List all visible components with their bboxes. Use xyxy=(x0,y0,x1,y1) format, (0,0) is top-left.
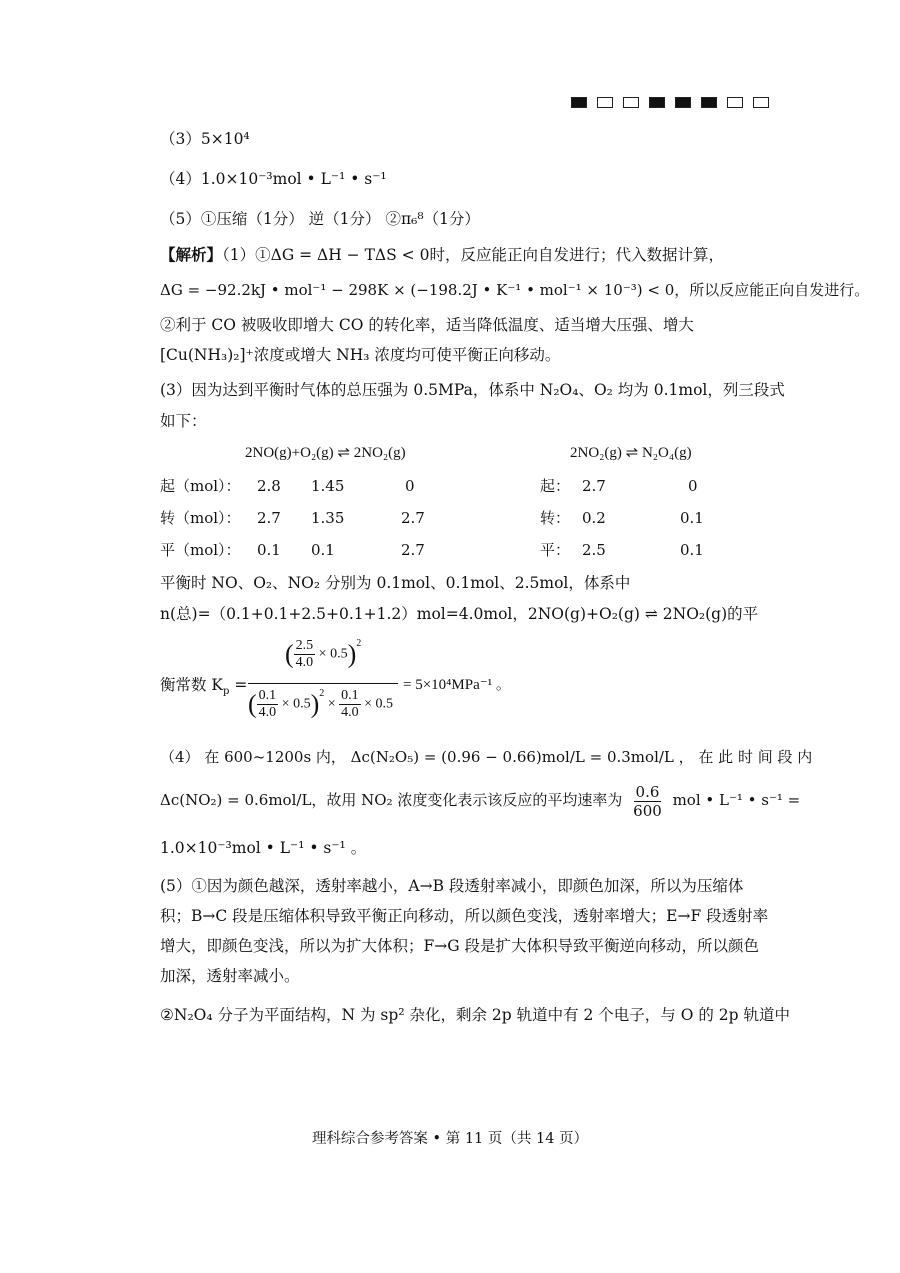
cell-value: 2.7 xyxy=(257,509,281,527)
analysis-p2a: ②利于 CO 被吸收即增大 CO 的转化率，适当降低温度、适当增大压强、增大 xyxy=(160,316,694,334)
row-label: 平（mol）： xyxy=(160,541,241,559)
frac-num: 0.1 xyxy=(341,688,359,703)
cell-value: 1.45 xyxy=(311,477,345,495)
analysis-p5c: 1.0×10⁻³mol • L⁻¹ • s⁻¹ 。 xyxy=(160,839,367,857)
cell-value: 0.1 xyxy=(311,541,335,559)
marker-block xyxy=(597,97,613,108)
cell-value: 0.1 xyxy=(680,541,704,559)
frac-num: 0.6 xyxy=(635,782,660,801)
page-marker-strip xyxy=(571,97,769,108)
analysis-p7: ②N₂O₄ 分子为平面结构，N 为 sp² 杂化，剩余 2p 轨道中有 2 个电子，与 O 的 2p 轨道中 xyxy=(160,1006,791,1024)
cell-value: 2.7 xyxy=(401,509,425,527)
answer-4: （4）1.0×10⁻³mol • L⁻¹ • s⁻¹ xyxy=(160,170,387,188)
analysis-p1a xyxy=(160,244,724,266)
cell-value: 2.7 xyxy=(582,477,606,495)
cell-value: 2.8 xyxy=(257,477,281,495)
kp-subscript: p xyxy=(223,686,230,698)
analysis-p6: (5）①因为颜色越深，透射率越小，A→B 段透射率减小，即颜色加深，所以为压缩体积；B→C 段是压缩体积导致平衡正向移动，所以颜色变浅，透射率增大；E→F 段透射率增大，即颜色变浅，所以为扩大体积；F→G 段是扩大体积导致平衡逆向移动，所以颜色加深，透射率减小。 xyxy=(160,877,769,985)
cell-value: 2.7 xyxy=(401,541,425,559)
marker-block xyxy=(649,97,665,108)
row-label: 平： xyxy=(540,541,571,559)
answer-3: （3）5×10⁴ xyxy=(160,130,250,148)
kp-numerator: ( $\frac{2.5}{4.0}$ × 0.5)$^2$ xyxy=(285,638,362,670)
cell-value: 1.35 xyxy=(311,509,345,527)
marker-block xyxy=(727,97,743,108)
kp-fraction xyxy=(248,638,398,728)
cell-value: 0 xyxy=(405,477,415,495)
marker-block xyxy=(675,97,691,108)
kp-result: = 5×10⁴MPa⁻¹ 。 xyxy=(403,677,511,693)
kp-prefix: 衡常数 K xyxy=(160,676,224,694)
analysis-p1a-text: （1）①ΔG = ΔH − TΔS < 0时，反应能正向自发进行；代入数据计算， xyxy=(222,246,724,264)
kp-denominator: ( $\frac{0.1}{4.0}$ × 0.5)$^2$ × $\frac{0.1}{4.0}$ × 0.5 xyxy=(248,688,394,720)
kp-label: 衡常数 $K_p$ = xyxy=(160,676,248,698)
frac-den: 600 xyxy=(633,801,662,820)
analysis-p3b: 如下： xyxy=(160,412,207,430)
frac-den: 4.0 xyxy=(341,705,359,720)
cell-value: 0.2 xyxy=(582,509,606,527)
row-label: 转（mol）： xyxy=(160,509,241,527)
analysis-p2b: [Cu(NH₃)₂]⁺浓度或增大 NH₃ 浓度均可使平衡正向移动。 xyxy=(160,346,561,364)
cell-value: 0.1 xyxy=(257,541,281,559)
marker-block xyxy=(701,97,717,108)
marker-block xyxy=(753,97,769,108)
cell-value: 0.1 xyxy=(680,509,704,527)
answer-5: （5）①压缩（1分） 逆（1分） ②π₆⁸（1分） xyxy=(160,210,480,228)
analysis-p4a: 平衡时 NO、O₂、NO₂ 分别为 0.1mol、0.1mol、2.5mol，体系中 xyxy=(160,574,631,592)
row-label: 起（mol）： xyxy=(160,477,241,495)
frac-den: 4.0 xyxy=(258,705,277,720)
cell-value: 2.5 xyxy=(582,541,606,559)
kp-main-bar xyxy=(248,683,398,684)
p5b-unit: mol • L⁻¹ • s⁻¹ = xyxy=(672,791,801,809)
equation-left: 2NO(g)+O₂(g) ⇌ 2NO₂(g) xyxy=(245,445,406,461)
analysis-label: 【解析】 xyxy=(160,245,223,264)
analysis-p5b xyxy=(160,780,800,820)
analysis-p4b: n(总)=（0.1+0.1+2.5+0.1+1.2）mol=4.0mol，2NO(g)+O₂(g) ⇌ 2NO₂(g)的平 xyxy=(160,605,759,623)
frac-num: 0.1 xyxy=(258,688,277,703)
analysis-p5a: （4） 在 600~1200s 内， Δc(N₂O₅) = (0.96 − 0.66)mol/L = 0.3mol/L ， 在 此 时 间 段 内 xyxy=(160,748,813,766)
frac-den: 4.0 xyxy=(295,655,314,670)
cell-value: 0 xyxy=(688,477,698,495)
p5b-text: Δc(NO₂) = 0.6mol/L，故用 NO₂ 浓度变化表示该反应的平均速率为 xyxy=(160,791,623,809)
equation-right: 2NO₂(g) ⇌ N₂O₄(g) xyxy=(570,445,692,461)
marker-block xyxy=(571,97,587,108)
row-label: 起： xyxy=(540,477,571,495)
row-label: 转： xyxy=(540,509,571,527)
analysis-p1b: ΔG = −92.2kJ • mol⁻¹ − 298K × (−198.2J • K⁻¹ • mol⁻¹ × 10⁻³) < 0，所以反应能正向自发进行。 xyxy=(160,281,870,299)
page-footer: 理科综合参考答案 • 第 11 页（共 14 页） xyxy=(311,1131,589,1147)
frac-num: 2.5 xyxy=(295,638,314,653)
analysis-p3a: (3）因为达到平衡时气体的总压强为 0.5MPa，体系中 N₂O₄、O₂ 均为 0.1mol，列三段式 xyxy=(160,381,785,399)
marker-block xyxy=(623,97,639,108)
